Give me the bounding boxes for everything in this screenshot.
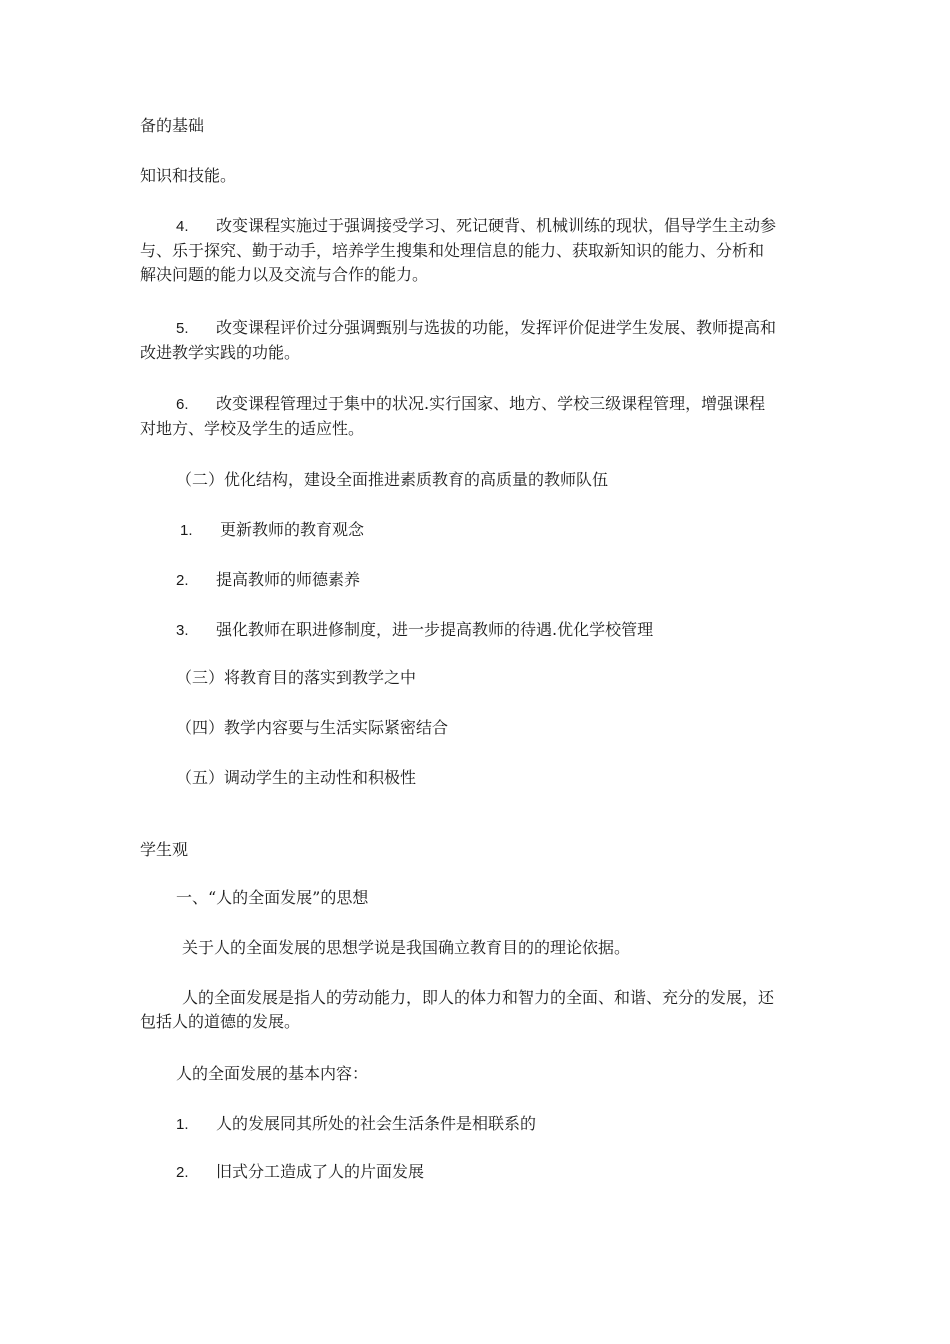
section-heading: （五）调动学生的主动性和积极性 bbox=[176, 768, 417, 787]
list-number: 1. bbox=[180, 522, 193, 539]
paragraph-text: 改变课程实施过于强调接受学习、死记硬背、机械训练的现状，倡导学生主动参 bbox=[216, 216, 777, 235]
list-number: 5. bbox=[176, 320, 189, 337]
numbered-paragraph-5 bbox=[140, 316, 820, 365]
paragraph-text: 关于人的全面发展的思想学说是我国确立教育目的的理论依据。 bbox=[182, 938, 631, 957]
list-number: 2. bbox=[176, 1164, 189, 1181]
numbered-paragraph-4 bbox=[140, 214, 820, 287]
paragraph-text: 改变课程管理过于集中的状况.实行国家、地方、学校三级课程管理，增强课程 bbox=[216, 394, 766, 413]
list-item-text: 提高教师的师德素养 bbox=[216, 570, 361, 589]
text-line: 知识和技能。 bbox=[140, 166, 237, 185]
list-item-text: 强化教师在职进修制度，进一步提高教师的待遇.优化学校管理 bbox=[216, 620, 654, 639]
paragraph-text: 改进教学实践的功能。 bbox=[140, 343, 301, 362]
paragraph-text: 改变课程评价过分强调甄别与选拔的功能，发挥评价促进学生发展、教师提高和 bbox=[216, 318, 777, 337]
section-heading: （三）将教育目的落实到教学之中 bbox=[176, 668, 417, 687]
list-item bbox=[176, 568, 360, 593]
paragraph-text: 与、乐于探究、勤于动手，培养学生搜集和处理信息的能力、获取新知识的能力、分析和 bbox=[140, 241, 765, 260]
section-heading: （四）教学内容要与生活实际紧密结合 bbox=[176, 718, 449, 737]
list-item bbox=[176, 618, 653, 643]
text-line: 备的基础 bbox=[140, 116, 205, 135]
list-number: 1. bbox=[176, 1116, 189, 1133]
section-heading: 一、“人的全面发展”的思想 bbox=[176, 888, 369, 907]
list-item-text: 人的发展同其所处的社会生活条件是相联系的 bbox=[216, 1114, 537, 1133]
paragraph bbox=[140, 986, 820, 1034]
list-number: 2. bbox=[176, 572, 189, 589]
list-item bbox=[180, 518, 364, 543]
paragraph-text: 人的全面发展是指人的劳动能力，即人的体力和智力的全面、和谐、充分的发展，还 bbox=[182, 988, 775, 1007]
list-item-text: 旧式分工造成了人的片面发展 bbox=[216, 1162, 425, 1181]
section-heading: （二）优化结构，建设全面推进素质教育的高质量的教师队伍 bbox=[176, 470, 609, 489]
list-item bbox=[176, 1160, 424, 1185]
list-number: 4. bbox=[176, 218, 189, 235]
paragraph-text: 包括人的道德的发展。 bbox=[140, 1012, 301, 1031]
list-number: 3. bbox=[176, 622, 189, 639]
list-item bbox=[176, 1112, 536, 1137]
numbered-paragraph-6 bbox=[140, 392, 820, 441]
list-item-text: 更新教师的教育观念 bbox=[220, 520, 365, 539]
paragraph-text: 对地方、学校及学生的适应性。 bbox=[140, 419, 365, 438]
chapter-heading: 学生观 bbox=[140, 840, 189, 859]
paragraph-text: 人的全面发展的基本内容： bbox=[176, 1064, 369, 1083]
list-number: 6. bbox=[176, 396, 189, 413]
paragraph-text: 解决问题的能力以及交流与合作的能力。 bbox=[140, 265, 429, 284]
